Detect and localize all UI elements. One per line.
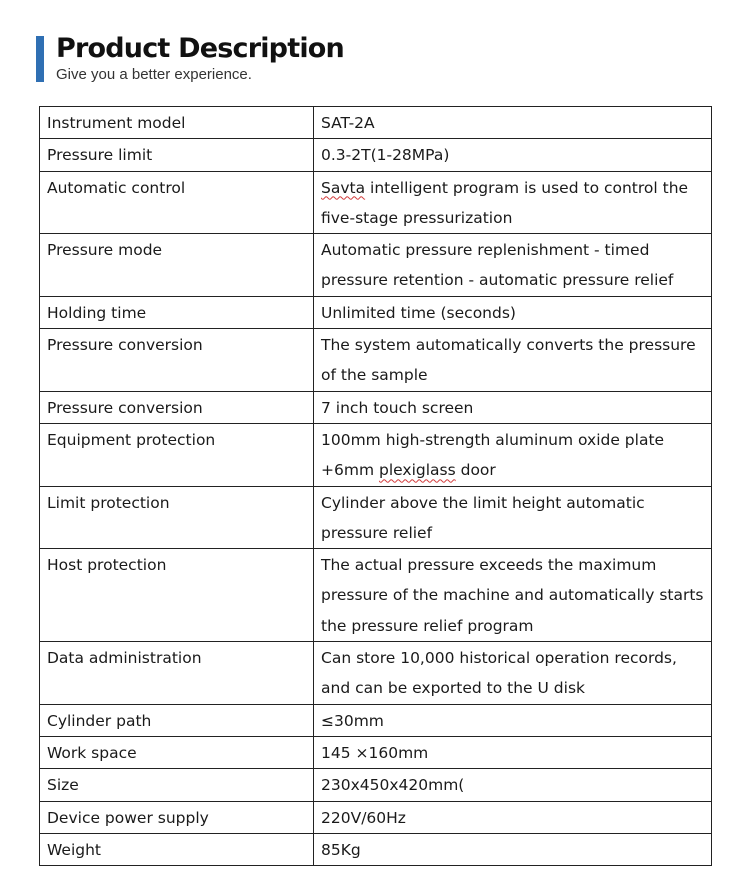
spell-check-word: plexiglass	[378, 461, 456, 480]
spec-label: Limit protection	[40, 486, 314, 549]
table-row	[40, 329, 712, 392]
spec-label: Host protection	[40, 549, 314, 642]
spec-value: The actual pressure exceeds the maximum pressure of the machine and automatically starts the pressure relief program	[314, 549, 712, 642]
table-row	[40, 549, 712, 642]
table-row	[40, 833, 712, 865]
table-row	[40, 801, 712, 833]
spec-label: Cylinder path	[40, 704, 314, 736]
table-row	[40, 391, 712, 423]
table-row	[40, 296, 712, 328]
spec-value: The system automatically converts the pressure of the sample	[314, 329, 712, 392]
table-row	[40, 642, 712, 705]
spec-label: Size	[40, 769, 314, 801]
spec-value: Cylinder above the limit height automatic pressure relief	[314, 486, 712, 549]
spec-label: Equipment protection	[40, 423, 314, 486]
table-row	[40, 107, 712, 139]
spec-value	[314, 423, 712, 486]
spec-value: 85Kg	[314, 833, 712, 865]
page-title: Product Description	[56, 33, 344, 64]
table-row	[40, 423, 712, 486]
spec-value: SAT-2A	[314, 107, 712, 139]
spec-label: Pressure conversion	[40, 329, 314, 392]
spec-label: Instrument model	[40, 107, 314, 139]
page-subtitle: Give you a better experience.	[56, 66, 252, 83]
spec-value: 0.3-2T(1-28MPa)	[314, 139, 712, 171]
table-row	[40, 486, 712, 549]
table-row	[40, 769, 712, 801]
spell-check-word: Savta	[321, 178, 366, 197]
spec-value: 7 inch touch screen	[314, 391, 712, 423]
table-row	[40, 704, 712, 736]
accent-bar	[36, 36, 44, 82]
spec-label: Holding time	[40, 296, 314, 328]
spec-value	[314, 171, 712, 234]
spec-value: 220V/60Hz	[314, 801, 712, 833]
spec-label: Weight	[40, 833, 314, 865]
spec-label: Device power supply	[40, 801, 314, 833]
spec-value: Automatic pressure replenishment - timed pressure retention - automatic pressure relief	[314, 234, 712, 297]
spec-label: Pressure mode	[40, 234, 314, 297]
spec-value: 145 ×160mm	[314, 736, 712, 768]
spec-value: 230x450x420mm(	[314, 769, 712, 801]
spec-value: Can store 10,000 historical operation records, and can be exported to the U disk	[314, 642, 712, 705]
spec-label: Automatic control	[40, 171, 314, 234]
spec-label: Pressure limit	[40, 139, 314, 171]
spec-value: ≤30mm	[314, 704, 712, 736]
spec-value-pre: 100mm high-strength aluminum oxide plate +6mm	[321, 430, 665, 480]
spec-label: Pressure conversion	[40, 391, 314, 423]
table-row	[40, 234, 712, 297]
spec-label: Data administration	[40, 642, 314, 705]
table-row	[40, 139, 712, 171]
spec-value: Unlimited time (seconds)	[314, 296, 712, 328]
spec-label: Work space	[40, 736, 314, 768]
spec-table	[39, 106, 712, 866]
spec-value-post: door	[455, 461, 496, 480]
spec-value-post: intelligent program is used to control the five-stage pressurization	[321, 178, 689, 227]
table-row	[40, 736, 712, 768]
table-row	[40, 171, 712, 234]
